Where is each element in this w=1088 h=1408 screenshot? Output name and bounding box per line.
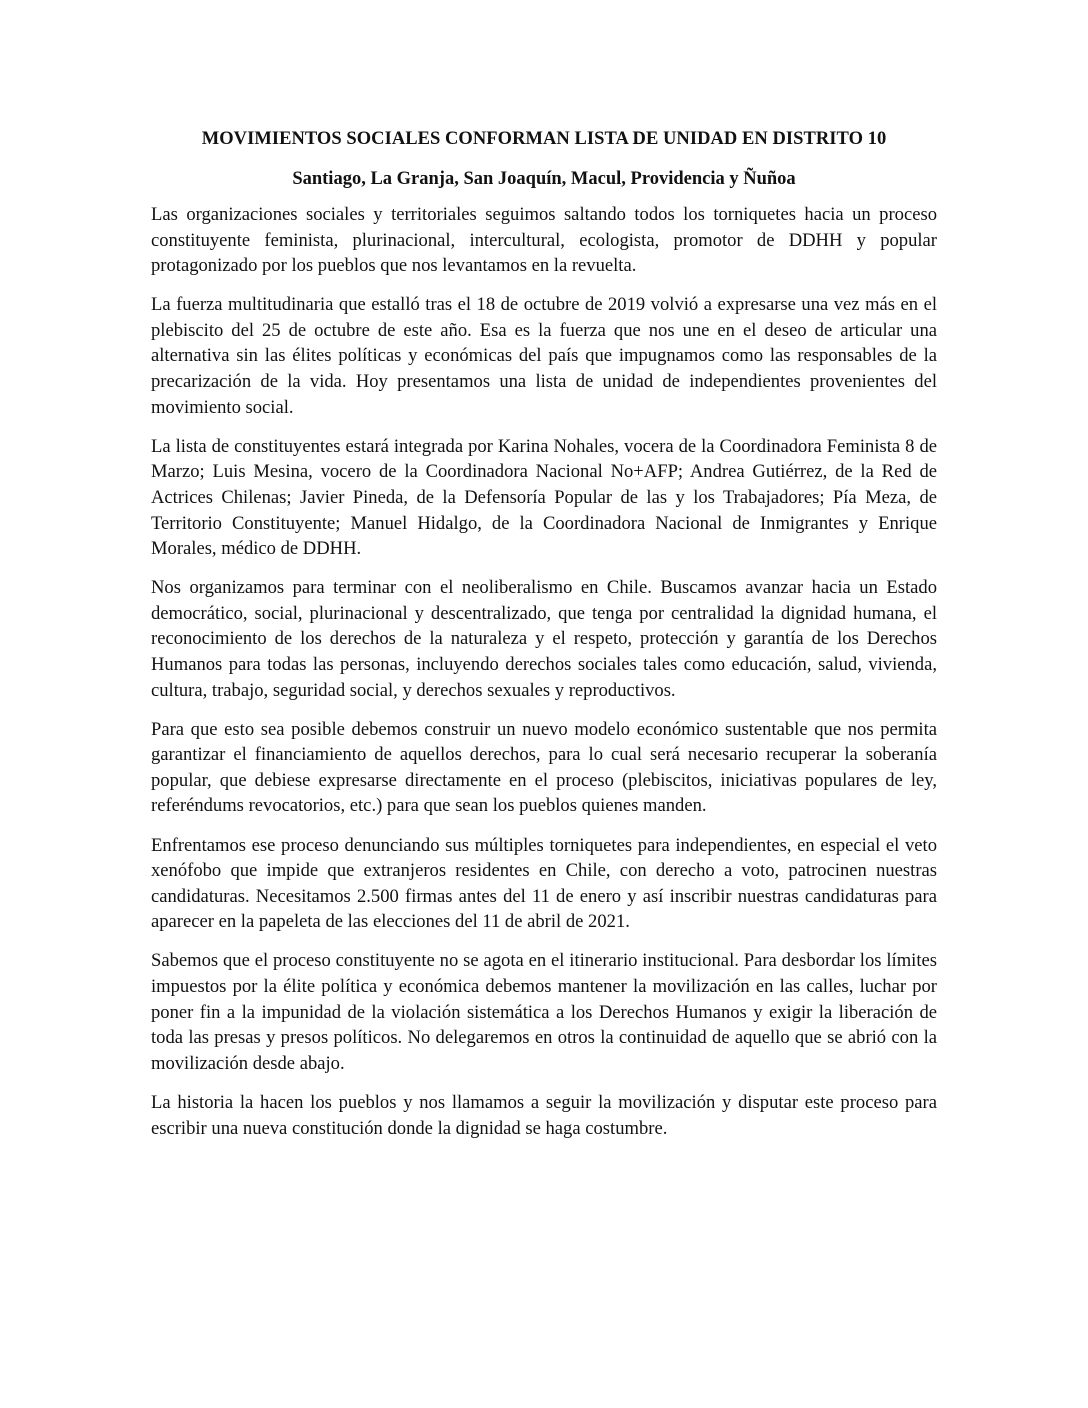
document-title: MOVIMIENTOS SOCIALES CONFORMAN LISTA DE UNIDAD EN DISTRITO 10 [201,129,887,149]
paragraph-1: Las organizaciones sociales y territoriales seguimos saltando todos los torniquetes hacia un proceso constituyente feminista, plurinacional, intercultural, ecologista, promotor de DDHH y popular protagonizado por los pueblos que nos levantamos en la revuelta. [151,204,937,277]
paragraph-3: La lista de constituyentes estará integrada por Karina Nohales, vocera de la Coordinadora Feminista 8 de Marzo; Luis Mesina, vocero de la Coordinadora Nacional No+AFP; Andrea Gutiérrez, de la Red de Actrices Chilenas; Javier Pineda, de la Defensoría Popular de las y los Trabajadores; Pía Meza, de Territorio Constituyente; Manuel Hidalgo, de la Coordinadora Nacional de Inmigrantes y Enrique Morales, médico de DDHH. [151,435,937,560]
paragraph-7: Sabemos que el proceso constituyente no se agota en el itinerario institucional. Para desbordar los límites impuestos por la élite política y económica debemos mantener la movilización en las calles, luchar por poner fin a la impunidad de la violación sistemática a los Derechos Humanos y exigir la liberación de toda las presas y presos políticos. No delegaremos en otros la continuidad de aquello que se abrió con la movilización desde abajo. [151,950,937,1074]
paragraph-2: La fuerza multitudinaria que estalló tras el 18 de octubre de 2019 volvió a expresarse una vez más en el plebiscito del 25 de octubre de este año. Esa es la fuerza que nos une en el deseo de articular una alternativa sin las élites políticas y económicas del país que impugnamos como las responsables de la precarización de la vida. Hoy presentamos una lista de unidad de independientes provenientes del movimiento social. [151,294,937,418]
document-page [151,126,937,1155]
paragraph-5: Para que esto sea posible debemos construir un nuevo modelo económico sustentable que nos permita garantizar el financiamiento de aquellos derechos, para lo cual será necesario recuperar la soberanía popular, que debiese expresarse directamente en el proceso (plebiscitos, iniciativas populares de ley, referéndums revocatorios, etc.) para que sean los pueblos quienes manden. [151,718,937,817]
paragraph-6: Enfrentamos ese proceso denunciando sus múltiples torniquetes para independientes, en especial el veto xenófobo que impide que extranjeros residentes en Chile, con derecho a voto, patrocinen nuestras candidaturas. Necesitamos 2.500 firmas antes del 11 de enero y así inscribir nuestras candidaturas para aparecer en la papeleta de las elecciones del 11 de abril de 2021. [151,834,937,933]
document-subtitle: Santiago, La Granja, San Joaquín, Macul, Providencia y Ñuñoa [292,169,796,189]
document-body [151,202,937,1141]
paragraph-4: Nos organizamos para terminar con el neoliberalismo en Chile. Buscamos avanzar hacia un Estado democrático, social, plurinacional y descentralizado, que tenga por centralidad la dignidad humana, el reconocimiento de los derechos de la naturaleza y el respeto, protección y garantía de los Derechos Humanos para todas las personas, incluyendo derechos sociales tales como educación, salud, vivienda, cultura, trabajo, seguridad social, y derechos sexuales y reproductivos. [151,577,937,701]
paragraph-8: La historia la hacen los pueblos y nos llamamos a seguir la movilización y disputar este proceso para escribir una nueva constitución donde la dignidad se haga costumbre. [151,1091,937,1139]
